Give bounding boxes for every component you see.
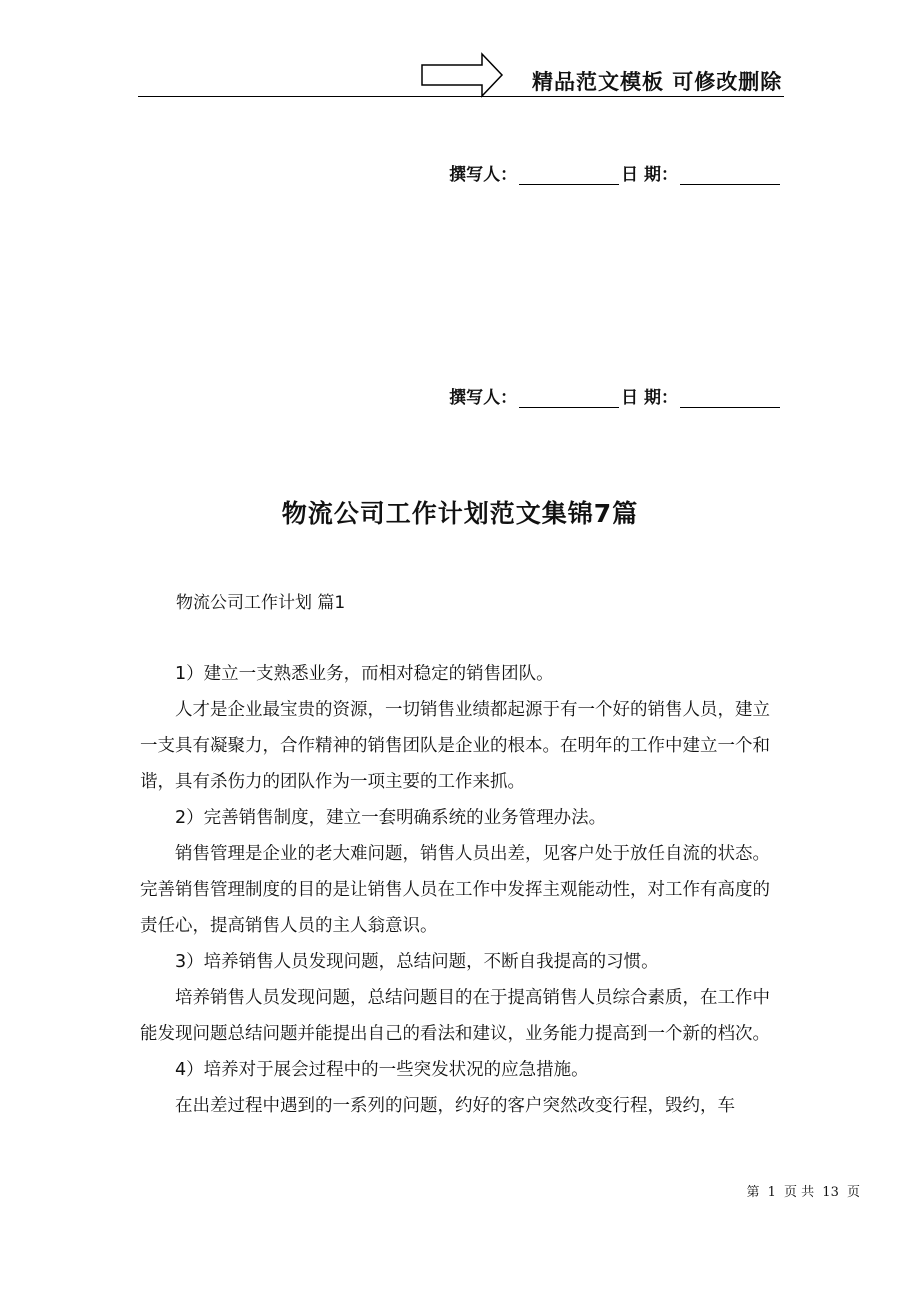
header-divider xyxy=(138,96,784,97)
date-blank xyxy=(680,389,780,408)
paragraph: 1）建立一支熟悉业务，而相对稳定的销售团队。 xyxy=(175,664,554,684)
paragraph: 2）完善销售制度，建立一套明确系统的业务管理办法。 xyxy=(175,808,607,828)
paragraph: 人才是企业最宝贵的资源，一切销售业绩都起源于有一个好的销售人员，建立一支具有凝聚力，合作精神的销售团队是企业的根本。在明年的工作中建立一个和谐，具有杀伤力的团队作为一项主要的工作来抓。 xyxy=(140,700,770,792)
author-label: 撰写人： xyxy=(449,388,518,408)
paragraph: 3）培养销售人员发现问题，总结问题，不断自我提高的习惯。 xyxy=(175,952,659,972)
footer-page-number: 1 xyxy=(767,1185,776,1200)
document-body xyxy=(140,656,770,1124)
document-title: 物流公司工作计划范文集锦7篇 xyxy=(281,499,639,528)
header-title: 精品范文模板 可修改删除 xyxy=(532,70,783,94)
author-blank xyxy=(519,389,619,408)
paragraph: 在出差过程中遇到的一系列的问题，约好的客户突然改变行程，毁约，车 xyxy=(175,1096,735,1116)
paragraph: 4）培养对于展会过程中的一些突发状况的应急措施。 xyxy=(175,1060,589,1080)
signature-row xyxy=(449,160,782,185)
arrow-right-outline-icon xyxy=(420,52,504,98)
page-footer xyxy=(744,1181,862,1200)
section-subtitle: 物流公司工作计划 篇1 xyxy=(176,593,346,613)
date-label: 日 期： xyxy=(621,388,678,408)
signature-row xyxy=(449,383,782,408)
footer-mid: 页 共 xyxy=(784,1185,815,1200)
paragraph: 销售管理是企业的老大难问题，销售人员出差，见客户处于放任自流的状态。完善销售管理制度的目的是让销售人员在工作中发挥主观能动性，对工作有高度的责任心，提高销售人员的主人翁意识。 xyxy=(140,844,770,936)
footer-suffix: 页 xyxy=(846,1185,860,1200)
date-blank xyxy=(680,166,780,185)
author-label: 撰写人： xyxy=(449,165,518,185)
author-blank xyxy=(519,166,619,185)
footer-page-total: 13 xyxy=(822,1185,839,1200)
date-label: 日 期： xyxy=(621,165,678,185)
footer-prefix: 第 xyxy=(746,1185,760,1200)
paragraph: 培养销售人员发现问题，总结问题目的在于提高销售人员综合素质，在工作中能发现问题总结问题并能提出自己的看法和建议，业务能力提高到一个新的档次。 xyxy=(140,988,770,1044)
